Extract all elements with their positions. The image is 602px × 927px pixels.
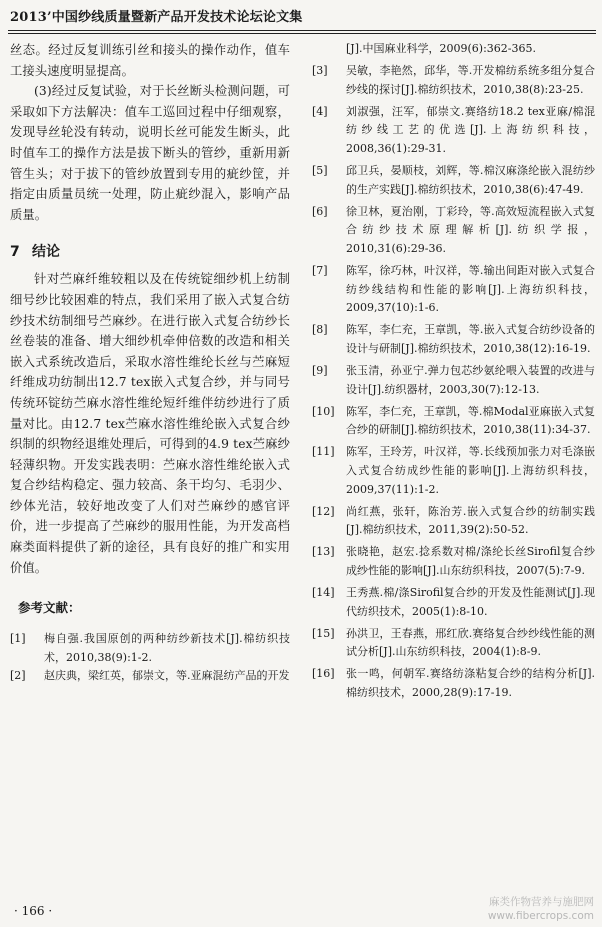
watermark-site-name: 麻类作物营养与施肥网 bbox=[489, 896, 594, 908]
watermark bbox=[488, 895, 594, 923]
reference-item bbox=[312, 203, 595, 259]
page-number: · 166 · bbox=[14, 904, 53, 918]
reference-text: 王秀燕.棉/涤Sirofil复合纱的开发及性能测试[J].现代纺织技术，2005(1):8-10. bbox=[346, 586, 595, 618]
reference-item bbox=[312, 665, 595, 702]
reference-text: 陈军，李仁充，王章凯，等.棉Modal亚麻嵌入式复合纱的研制[J].棉纺织技术，2010,38(11):34-37. bbox=[346, 404, 595, 437]
reference-continuation: [J].中国麻业科学，2009(6):362-365. bbox=[346, 42, 536, 55]
right-column bbox=[312, 40, 595, 706]
reference-text: 孙洪卫，王春燕，邢红欣.赛络复合纱纱线性能的测试分析[J].山东纺织科技，2004(1):8-9. bbox=[346, 626, 595, 659]
reference-number: [10] bbox=[312, 404, 335, 418]
reference-number: [11] bbox=[312, 445, 335, 459]
reference-number: [8] bbox=[312, 323, 328, 337]
reference-number: [4] bbox=[312, 104, 328, 118]
reference-text: 刘淑强，汪军，郁崇文.赛络纺18.2 tex亚麻/棉混纺纱线工艺的优选[J].上海纺织科技，2008,36(1):29-31. bbox=[346, 104, 595, 155]
reference-item bbox=[312, 103, 595, 159]
reference-text: 陈军，王玲芳，叶汉祥，等.长线预加张力对毛涤嵌入式复合纺成纱性能的影响[J].上海纺织科技，2009,37(11):1-2. bbox=[346, 445, 595, 496]
watermark-url: www.fibercrops.com bbox=[487, 910, 594, 922]
reference-text: 陈军，徐巧林，叶汉祥，等.输出间距对嵌入式复合纺纱线结构和性能的影响[J].上海纺织科技，2009,37(10):1-6. bbox=[346, 264, 595, 315]
reference-item bbox=[312, 362, 595, 399]
reference-item bbox=[312, 62, 595, 99]
reference-number: [5] bbox=[312, 164, 328, 178]
paragraph-conclusion: 针对苎麻纤维较粗以及在传统锭细纱机上纺制细号纱比较困难的特点，我们采用了嵌入式复合纺纱技术纺制细号苎麻纱。在进行嵌入式复合纺纱长丝卷装的准备、增大细纱机牵伸倍数的改造和相关嵌入式系统改造后，采取水溶性维纶长丝与苎麻短纤维成功纺制出12.7 tex嵌入式复合纱，并与同号传统环锭纺苎麻水溶性维纶短纤维伴纺纱进行了质量对比。由12.7 tex苎麻水溶性维纶嵌入式复合纱织制的织物经退维处理后，可得到的4.9 tex苎麻纱轻薄织物。开发实践表明：苎麻水溶性维纶嵌入式复合纱结构稳定、强力较高、条干均匀、毛羽少、纱体光洁，较好地改变了人们对苎麻纱的感官评价，进一步提高了苎麻纱的服用性能，为开发高档麻类面料提供了新的途径，具有良好的推广和实用价值。 bbox=[10, 272, 290, 575]
reference-text: 梅自强.我国原创的两种纺纱新技术[J].棉纺织技术，2010,38(9):1-2. bbox=[44, 632, 290, 664]
section-number: 7 bbox=[10, 244, 20, 261]
reference-number: [14] bbox=[312, 586, 335, 600]
reference-number: [13] bbox=[312, 545, 335, 559]
reference-text: 吴敏，李艳然，邱华，等.开发棉纺系统多组分复合纱线的探讨[J].棉纺织技术，2010,38(8):23-25. bbox=[346, 64, 595, 96]
reference-text: 张晓艳，赵宏.捻系数对棉/涤纶长丝Sirofil复合纱成纱性能的影响[J].山东纺织科技，2007(5):7-9. bbox=[346, 545, 595, 577]
section-title: 结论 bbox=[32, 244, 60, 261]
reference-item bbox=[312, 443, 595, 499]
reference-item bbox=[312, 321, 595, 358]
section-heading bbox=[10, 241, 290, 261]
reference-number: [2] bbox=[10, 669, 26, 683]
reference-item bbox=[312, 403, 595, 440]
reference-text: 邱卫兵，晏顺枝，刘辉，等.棉汉麻涤纶嵌入混纺纱的生产实践[J].棉纺织技术，2010,38(6):47-49. bbox=[346, 164, 595, 196]
reference-number: [1] bbox=[10, 632, 26, 646]
reference-number: [6] bbox=[312, 204, 328, 218]
reference-number: [9] bbox=[312, 364, 328, 377]
header-rule bbox=[8, 30, 596, 34]
references-title: 参考文献： bbox=[18, 600, 81, 616]
reference-text: 张一鸣，何朝军.赛络纺涤粘复合纱的结构分析[J].棉纺织技术，2000,28(9):17-19. bbox=[346, 667, 595, 699]
reference-item bbox=[312, 162, 595, 199]
reference-number: [3] bbox=[312, 64, 328, 78]
reference-item bbox=[312, 584, 595, 621]
reference-text: 尚红燕，张轩，陈治芳.嵌入式复合纱的纺制实践[J].棉纺织技术，2011,39(2):50-52. bbox=[346, 504, 595, 537]
left-column bbox=[10, 40, 290, 686]
reference-item bbox=[312, 543, 595, 580]
reference-item bbox=[312, 262, 595, 318]
reference-number: [15] bbox=[312, 626, 335, 640]
running-header: 2013’中国纱线质量暨新产品开发技术论坛论文集 bbox=[10, 10, 303, 25]
reference-number: [12] bbox=[312, 504, 335, 518]
reference-item bbox=[312, 503, 595, 540]
paragraph-method: (3)经过反复试验，对于长丝断头检测问题，可采取如下方法解决：值车工巡回过程中仔细观察，发现导丝轮没有转动，说明长丝可能发生断头，此时值车工的操作方法是拔下断头的管纱，重新用新管生头；对于拔下的管纱放置到专用的疵纱筐，并指定由质量员统一处理，防止疵纱混入，影响产品质量。 bbox=[10, 84, 290, 222]
reference-text: 徐卫林，夏治刚，丁彩玲，等.高效短流程嵌入式复合纺纱技术原理解析[J].纺织学报，2010,31(6):29-36. bbox=[346, 204, 595, 255]
reference-text: 张玉清，孙亚宁.弹力包芯纱氨纶喂入装置的改进与设计[J].纺织器材，2003,30(7):12-13. bbox=[346, 364, 595, 396]
reference-item bbox=[10, 630, 290, 667]
reference-number: [16] bbox=[312, 667, 335, 681]
reference-item bbox=[10, 667, 290, 686]
reference-list bbox=[312, 62, 595, 703]
reference-item bbox=[312, 625, 595, 662]
reference-number: [7] bbox=[312, 264, 328, 278]
paragraph-continuation: 丝态。经过反复训练引丝和接头的操作动作，值车工接头速度明显提高。 bbox=[10, 43, 290, 78]
reference-text: 陈军，李仁充，王章凯，等.嵌入式复合纺纱设备的设计与研制[J].棉纺织技术，2010,38(12):16-19. bbox=[346, 323, 595, 355]
reference-text: 赵庆典，梁红英，郁崇文，等.亚麻混纺产品的开发 bbox=[44, 669, 290, 683]
